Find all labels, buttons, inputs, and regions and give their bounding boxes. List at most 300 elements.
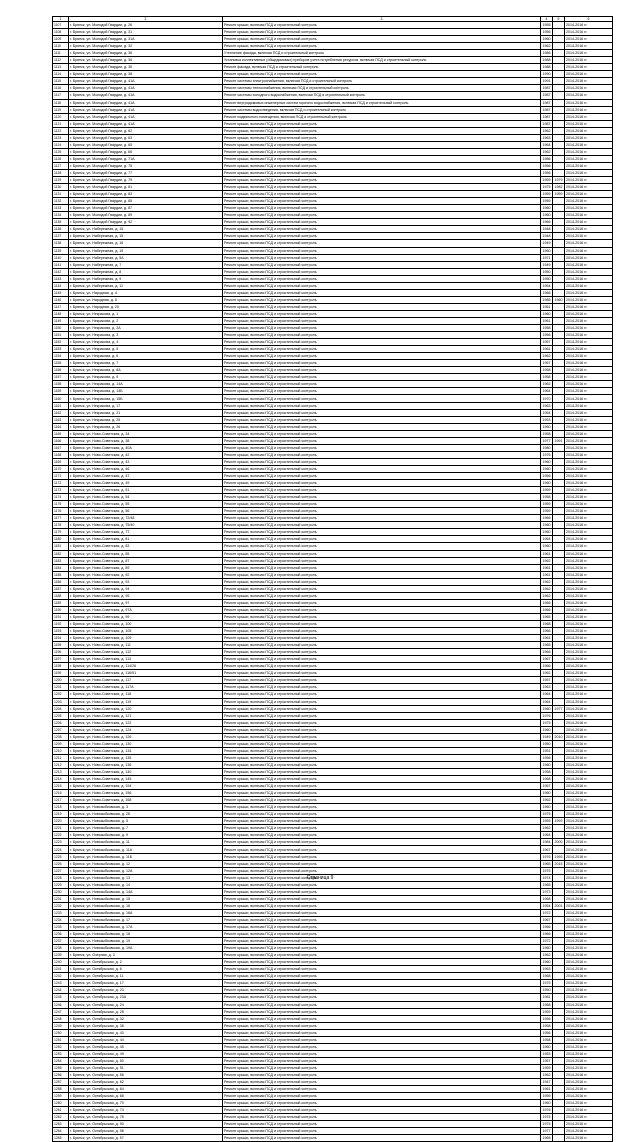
year-built-cell: 1960 <box>542 946 551 951</box>
table-row <box>53 1050 613 1057</box>
address-prefix: г. Брянск, ул. <box>70 910 93 915</box>
work-type-cell: Ремонт крыши, включая ПСД и строительный контроль <box>223 571 541 578</box>
address-cell <box>69 783 223 790</box>
work-type-cell: Ремонт крыши, включая ПСД и строительный контроль <box>223 219 541 226</box>
table-row <box>53 881 613 888</box>
row-number-cell: 1244 <box>53 987 69 994</box>
year-renovated-cell <box>553 451 565 458</box>
row-number-cell: 1144 <box>53 282 69 289</box>
year-built-cell: 1985 <box>542 297 551 302</box>
work-type-cell: Ремонт крыши, включая ПСД и строительный контроль <box>223 783 541 790</box>
year-renovated-cell <box>553 980 565 987</box>
address-cell <box>69 853 223 860</box>
table-row <box>53 155 613 162</box>
table-row <box>53 733 613 740</box>
work-type-cell: Ремонт крыши, включая ПСД и строительный контроль <box>223 240 541 247</box>
address-cell <box>69 585 223 592</box>
work-type-cell: Ремонт крыши, включая ПСД и строительный контроль <box>223 268 541 275</box>
year-built-cell: 1950 <box>542 988 551 993</box>
address-text: Молодой Гвардии, д. 41А <box>92 107 135 112</box>
row-number-cell: 1151 <box>53 332 69 339</box>
address-text: Некрасова, д. 5 <box>92 347 119 352</box>
work-type-cell: Ремонт крыши, включая ПСД и строительный контроль <box>223 606 541 613</box>
table-row <box>53 261 613 268</box>
table-row <box>53 804 613 811</box>
work-type-cell: Ремонт крыши, включая ПСД и строительный контроль <box>223 1064 541 1071</box>
year-renovated-cell <box>553 1093 565 1100</box>
address-cell <box>69 71 223 78</box>
year-renovated-cell <box>553 92 565 99</box>
address-prefix: г. Брянск, ул. <box>70 1136 93 1141</box>
row-number-cell: 1155 <box>53 360 69 367</box>
row-number-cell: 1129 <box>53 177 69 184</box>
table-row <box>53 1093 613 1100</box>
planned-period-cell: 2014-2016 гг. <box>565 1029 613 1036</box>
address-text: Октябрьская, д. 43 <box>92 1030 124 1035</box>
planned-period-cell: 2014-2016 гг. <box>565 959 613 966</box>
address-prefix: г. Брянск, ул. <box>70 114 93 119</box>
planned-period-cell: 2014-2016 гг. <box>565 303 613 310</box>
planned-period-cell: 2014-2016 гг. <box>565 134 613 141</box>
planned-period-cell: 2014-2016 гг. <box>565 275 613 282</box>
address-prefix: г. Брянск, ул. <box>70 1101 93 1106</box>
row-number-cell: 1121 <box>53 120 69 127</box>
table-row <box>53 367 613 374</box>
address-prefix: г. Брянск, ул. <box>70 347 93 352</box>
year-renovated-cell <box>553 642 565 649</box>
table-row <box>53 585 613 592</box>
planned-period-cell: 2014-2016 гг. <box>565 494 613 501</box>
work-type-cell: Ремонт крыши, включая ПСД и строительный контроль <box>223 289 541 296</box>
address-text: Ново-Советская, д. 116/51 <box>92 671 137 676</box>
row-number-cell: 1213 <box>53 768 69 775</box>
address-prefix: г. Брянск, ул. <box>70 290 93 295</box>
address-cell <box>69 1086 223 1093</box>
row-number-cell: 1138 <box>53 240 69 247</box>
planned-period-cell: 2014-2016 гг. <box>565 360 613 367</box>
row-number-cell: 1198 <box>53 663 69 670</box>
address-prefix: г. Брянск, ул. <box>70 509 93 514</box>
work-type-cell: Ремонт крыши, включая ПСД и строительный контроль <box>223 1100 541 1107</box>
register-sheet <box>52 16 612 1142</box>
year-renovated-cell <box>553 332 565 339</box>
table-row <box>53 127 613 134</box>
year-renovated-cell <box>553 444 565 451</box>
address-cell <box>69 860 223 867</box>
address-cell <box>69 1043 223 1050</box>
year-built-cell: 1966 <box>542 650 551 655</box>
year-renovated-cell <box>553 360 565 367</box>
year-built-cell: 1959 <box>542 199 551 204</box>
planned-period-cell: 2014-2016 гг. <box>565 1064 613 1071</box>
address-prefix: г. Брянск, ул. <box>70 93 93 98</box>
year-built-cell: 1957 <box>542 1058 551 1063</box>
work-type-cell: Ремонт крыши, включая ПСД и строительный контроль <box>223 416 541 423</box>
work-type-cell: Ремонт крыши, включая ПСД и строительный контроль <box>223 247 541 254</box>
planned-period-cell: 2014-2016 гг. <box>565 71 613 78</box>
table-row <box>53 374 613 381</box>
row-number-cell: 1254 <box>53 1057 69 1064</box>
address-prefix: г. Брянск, ул. <box>70 488 93 493</box>
address-text: Октябрьская, д. 6 <box>92 967 122 972</box>
year-built-cell: 1960 <box>542 523 551 528</box>
address-prefix: г. Брянск, ул. <box>70 262 93 267</box>
year-renovated-cell <box>553 212 565 219</box>
year-built-cell: 1975 <box>542 981 551 986</box>
planned-period-cell: 2014-2016 гг. <box>565 191 613 198</box>
work-type-cell: Ремонт крыши, включая ПСД и строительный контроль <box>223 797 541 804</box>
address-cell <box>69 832 223 839</box>
address-prefix: г. Брянск, ул. <box>70 572 93 577</box>
address-text: Ново-Советская, д. 136 <box>92 762 132 767</box>
year-built-cell: 1971 <box>542 255 551 260</box>
row-number-cell: 1238 <box>53 945 69 952</box>
address-prefix: г. Брянск, ул. <box>70 636 93 641</box>
row-number-cell: 1115 <box>53 78 69 85</box>
table-row <box>53 924 613 931</box>
address-text: Ново-Советская, д. 93 <box>92 579 130 584</box>
address-cell <box>69 895 223 902</box>
row-number-cell: 1225 <box>53 853 69 860</box>
table-row <box>53 1071 613 1078</box>
year-built-cell: 1966 <box>542 607 551 612</box>
work-type-cell: Ремонт крыши, включая ПСД и строительный контроль <box>223 642 541 649</box>
row-number-cell: 1185 <box>53 571 69 578</box>
year-renovated-cell <box>553 726 565 733</box>
row-number-cell: 1191 <box>53 613 69 620</box>
address-cell <box>69 339 223 346</box>
address-prefix: г. Брянск, ул. <box>70 748 93 753</box>
address-prefix: г. Брянск, ул. <box>70 643 93 648</box>
address-cell <box>69 649 223 656</box>
year-renovated-cell <box>553 1107 565 1114</box>
address-cell <box>69 430 223 437</box>
year-renovated-cell <box>553 564 565 571</box>
year-built-cell: 1987 <box>542 121 551 126</box>
table-row <box>53 994 613 1001</box>
table-row <box>53 212 613 219</box>
year-built-cell: 1975 <box>542 720 551 725</box>
address-cell <box>69 1029 223 1036</box>
address-prefix: г. Брянск, ул. <box>70 241 93 246</box>
address-text: Ново-Советская, д. 119 <box>92 699 132 704</box>
work-type-cell: Ремонт крыши, включая ПСД и строительный контроль <box>223 501 541 508</box>
row-number-cell: 1200 <box>53 677 69 684</box>
address-text: Молодой Гвардии, д. 81 <box>92 185 133 190</box>
planned-period-cell: 2014-2016 гг. <box>565 50 613 57</box>
row-number-cell: 1192 <box>53 620 69 627</box>
table-row <box>53 776 613 783</box>
year-built-cell: 1976 <box>542 1108 551 1113</box>
address-cell <box>69 1001 223 1008</box>
address-text: Молодой Гвардии, д. 66 <box>92 149 133 154</box>
year-renovated-cell <box>553 987 565 994</box>
address-cell <box>69 606 223 613</box>
address-text: Некрасова, д. 3 <box>92 333 119 338</box>
planned-period-cell: 2014-2016 гг. <box>565 1135 613 1142</box>
year-built-cell: 1957 <box>542 361 551 366</box>
table-row <box>53 99 613 106</box>
year-built-cell: 1959 <box>542 502 551 507</box>
planned-period-cell: 2014-2016 гг. <box>565 945 613 952</box>
work-type-cell: Ремонт крыши, включая ПСД и строительный контроль <box>223 670 541 677</box>
work-type-cell: Ремонт подвального помещения, включая ПСД и строительный контроль <box>223 113 541 120</box>
address-prefix: г. Брянск, ул. <box>70 706 93 711</box>
row-number-cell: 1250 <box>53 1029 69 1036</box>
year-renovated-cell <box>553 719 565 726</box>
table-row <box>53 430 613 437</box>
address-prefix: г. Брянск, ул. <box>70 318 93 323</box>
address-text: Ново-Советская, д. 97А <box>92 607 132 612</box>
row-number-cell: 1241 <box>53 966 69 973</box>
planned-period-cell: 2014-2016 гг. <box>565 924 613 931</box>
row-number-cell: 1260 <box>53 1100 69 1107</box>
planned-period-cell: 2014-2016 гг. <box>565 867 613 874</box>
planned-period-cell: 2014-2016 гг. <box>565 839 613 846</box>
address-text: Некрасова, д. 14Б <box>92 389 123 394</box>
planned-period-cell: 2014-2016 гг. <box>565 169 613 176</box>
table-row <box>53 1064 613 1071</box>
planned-period-cell: 2014-2016 гг. <box>565 205 613 212</box>
year-renovated-cell <box>553 620 565 627</box>
table-row <box>53 381 613 388</box>
row-number-cell: 1149 <box>53 317 69 324</box>
planned-period-cell: 2014-2016 гг. <box>565 92 613 99</box>
row-number-cell: 1178 <box>53 522 69 529</box>
address-text: Ново-Советская, д. 72/48 <box>92 516 135 521</box>
year-renovated-cell <box>553 804 565 811</box>
work-type-cell: Ремонт внутридомовых инженерных систем горячего водоснабжения, включая ПСД и строительный контроль <box>223 99 541 106</box>
address-prefix: г. Брянск, ул. <box>70 988 93 993</box>
address-cell <box>69 198 223 205</box>
address-prefix: г. Брянск, ул. <box>70 51 93 56</box>
address-text: Набережная, д. 7 <box>92 262 122 267</box>
address-prefix: г. Брянск, ул. <box>70 1108 93 1113</box>
address-text: Октябрьская, д. 32 <box>92 1016 124 1021</box>
year-built-cell: 1954 <box>542 903 551 908</box>
address-prefix: г. Брянск, ул. <box>70 333 93 338</box>
row-number-cell: 1152 <box>53 339 69 346</box>
row-number-cell: 1257 <box>53 1079 69 1086</box>
year-built-cell: 1976 <box>542 452 551 457</box>
address-text: Некрасова, д. 1 <box>92 311 119 316</box>
address-cell <box>69 1135 223 1142</box>
work-type-cell: Ремонт крыши, включая ПСД и строительный контроль <box>223 719 541 726</box>
table-row <box>53 522 613 529</box>
year-renovated-cell <box>553 1008 565 1015</box>
row-number-cell: 1124 <box>53 141 69 148</box>
table-row <box>53 282 613 289</box>
address-text: Новозыбковская, д. 3 <box>92 805 128 810</box>
work-type-cell: Ремонт крыши, включая ПСД и строительный контроль <box>223 733 541 740</box>
planned-period-cell: 2014-2016 гг. <box>565 1057 613 1064</box>
address-cell <box>69 980 223 987</box>
address-prefix: г. Брянск, ул. <box>70 206 93 211</box>
planned-period-cell: 2014-2016 гг. <box>565 402 613 409</box>
year-built-cell: 1966 <box>542 220 551 225</box>
year-built-cell: 1981 <box>542 995 551 1000</box>
year-built-cell: 1958 <box>542 1023 551 1028</box>
year-renovated-cell <box>553 599 565 606</box>
work-type-cell: Ремонт крыши, включая ПСД и строительный контроль <box>223 141 541 148</box>
year-built-cell: 1960 <box>542 544 551 549</box>
year-built-cell: 1962 <box>542 593 551 598</box>
planned-period-cell: 2014-2016 гг. <box>565 628 613 635</box>
planned-period-cell: 2014-2016 гг. <box>565 1086 613 1093</box>
row-number-cell: 1197 <box>53 656 69 663</box>
table-row <box>53 536 613 543</box>
planned-period-cell: 2014-2016 гг. <box>565 768 613 775</box>
address-text: Октябрьская, д. 50 <box>92 1058 124 1063</box>
row-number-cell: 1211 <box>53 754 69 761</box>
table-row <box>53 578 613 585</box>
row-number-cell: 1220 <box>53 818 69 825</box>
table-row <box>53 388 613 395</box>
address-cell <box>69 818 223 825</box>
work-type-cell: Ремонт крыши, включая ПСД и строительный контроль <box>223 776 541 783</box>
work-type-cell: Ремонт крыши, включая ПСД и строительный контроль <box>223 684 541 691</box>
address-cell <box>69 57 223 64</box>
address-cell <box>69 698 223 705</box>
repair-program-table <box>52 16 613 1142</box>
address-prefix: г. Брянск, ул. <box>70 107 93 112</box>
row-number-cell: 1145 <box>53 289 69 296</box>
address-text: Ново-Советская, д. 126 <box>92 734 132 739</box>
year-built-cell: 1964 <box>542 537 551 542</box>
address-prefix: г. Брянск, ул. <box>70 664 93 669</box>
work-type-cell: Ремонт крыши, включая ПСД и строительный контроль <box>223 184 541 191</box>
year-built-cell: 1962 <box>542 128 551 133</box>
planned-period-cell: 2014-2016 гг. <box>565 184 613 191</box>
year-built-cell: 1962 <box>542 579 551 584</box>
address-prefix: г. Брянск, ул. <box>70 875 93 880</box>
planned-period-cell: 2014-2016 гг. <box>565 726 613 733</box>
year-renovated-cell: 1993 <box>554 819 563 824</box>
year-renovated-cell <box>553 317 565 324</box>
row-number-cell: 1167 <box>53 444 69 451</box>
planned-period-cell: 2014-2016 гг. <box>565 776 613 783</box>
work-type-cell: Ремонт крыши, включая ПСД и строительный контроль <box>223 1043 541 1050</box>
year-built-cell: 1959 <box>542 509 551 514</box>
work-type-cell: Ремонт крыши, включая ПСД и строительный контроль <box>223 761 541 768</box>
row-number-cell: 1263 <box>53 1121 69 1128</box>
year-built-cell: 1962 <box>542 382 551 387</box>
address-cell <box>69 1050 223 1057</box>
address-prefix: г. Брянск, ул. <box>70 283 93 288</box>
address-cell <box>69 240 223 247</box>
year-renovated-cell <box>553 508 565 515</box>
year-built-cell: 1958 <box>542 326 551 331</box>
year-renovated-cell <box>553 226 565 233</box>
address-prefix: г. Брянск, ул. <box>70 551 93 556</box>
work-type-cell: Ремонт крыши, включая ПСД и строительный контроль <box>223 303 541 310</box>
table-row <box>53 346 613 353</box>
year-built-cell: 1990 <box>542 72 551 77</box>
year-built-cell: 1948 <box>542 227 551 232</box>
address-cell <box>69 973 223 980</box>
address-prefix: г. Брянск, ул. <box>70 192 93 197</box>
address-cell <box>69 367 223 374</box>
year-built-cell: 1965 <box>542 1136 551 1141</box>
year-renovated-cell <box>553 663 565 670</box>
table-row <box>53 423 613 430</box>
address-prefix: г. Брянск, ул. <box>70 30 93 35</box>
work-type-cell: Ремонт крыши, включая ПСД и строительный контроль <box>223 198 541 205</box>
row-number-cell: 1190 <box>53 606 69 613</box>
work-type-cell: Ремонт крыши, включая ПСД и строительный контроль <box>223 444 541 451</box>
address-cell <box>69 134 223 141</box>
year-renovated-cell: 1960 <box>554 297 563 302</box>
address-prefix: г. Брянск, ул. <box>70 805 93 810</box>
row-number-cell: 1112 <box>53 57 69 64</box>
table-row <box>53 726 613 733</box>
address-text: Новозыбковская, д. 19 <box>92 939 130 944</box>
address-prefix: г. Брянск, ул. <box>70 1115 93 1120</box>
address-prefix: г. Брянск, ул. <box>70 882 93 887</box>
work-type-cell: Ремонт крыши, включая ПСД и строительный контроль <box>223 1107 541 1114</box>
year-renovated-cell <box>553 973 565 980</box>
address-cell <box>69 282 223 289</box>
planned-period-cell: 2014-2016 гг. <box>565 444 613 451</box>
year-renovated-cell <box>553 656 565 663</box>
planned-period-cell: 2014-2016 гг. <box>565 64 613 71</box>
year-renovated-cell <box>553 628 565 635</box>
table-row <box>53 649 613 656</box>
address-prefix: г. Брянск, ул. <box>70 178 93 183</box>
address-prefix: г. Брянск, ул. <box>70 37 93 42</box>
year-built-cell: 1962 <box>542 354 551 359</box>
planned-period-cell: 2014-2016 гг. <box>565 29 613 36</box>
address-text: Новозыбковская, д. 11Б <box>92 854 133 859</box>
planned-period-cell: 2014-2016 гг. <box>565 1100 613 1107</box>
row-number-cell: 1228 <box>53 874 69 881</box>
year-built-cell: 1959 <box>542 819 551 824</box>
year-built-cell: 1967 <box>542 847 551 852</box>
address-prefix: г. Брянск, ул. <box>70 784 93 789</box>
year-renovated-cell <box>553 670 565 677</box>
address-prefix: г. Брянск, ул. <box>70 368 93 373</box>
row-number-cell: 1171 <box>53 473 69 480</box>
year-renovated-cell <box>553 550 565 557</box>
table-row <box>53 1107 613 1114</box>
year-built-cell: 1961 <box>542 1087 551 1092</box>
address-text: Ново-Советская, д. 112 <box>92 650 132 655</box>
table-row <box>53 543 613 550</box>
work-type-cell: Ремонт крыши, включая ПСД и строительный контроль <box>223 867 541 874</box>
address-text: Молодой Гвардии, д. 36 <box>92 51 133 56</box>
planned-period-cell: 2014-2016 гг. <box>565 642 613 649</box>
address-prefix: г. Брянск, ул. <box>70 861 93 866</box>
address-prefix: г. Брянск, ул. <box>70 537 93 542</box>
address-cell <box>69 78 223 85</box>
address-prefix: г. Брянск, ул. <box>70 833 93 838</box>
row-number-cell: 1243 <box>53 980 69 987</box>
address-text: Октябрьская, д. 70 <box>92 1101 124 1106</box>
work-type-cell: Ремонт крыши, включая ПСД и строительный контроль <box>223 1001 541 1008</box>
address-prefix: г. Брянск, ул. <box>70 459 93 464</box>
year-built-cell: 1966 <box>542 600 551 605</box>
planned-period-cell: 2014-2016 гг. <box>565 691 613 698</box>
address-text: Молодой Гвардии, д. 36 <box>92 58 133 63</box>
address-cell <box>69 916 223 923</box>
work-type-cell: Ремонт крыши, включая ПСД и строительный контроль <box>223 451 541 458</box>
work-type-cell: Ремонт крыши, включая ПСД и строительный контроль <box>223 275 541 282</box>
year-renovated-cell <box>553 952 565 959</box>
work-type-cell: Ремонт крыши, включая ПСД и строительный контроль <box>223 480 541 487</box>
year-built-cell: 1968 <box>542 777 551 782</box>
address-text: Молодой Гвардии, д. 41А <box>92 100 135 105</box>
row-number-cell: 1142 <box>53 268 69 275</box>
